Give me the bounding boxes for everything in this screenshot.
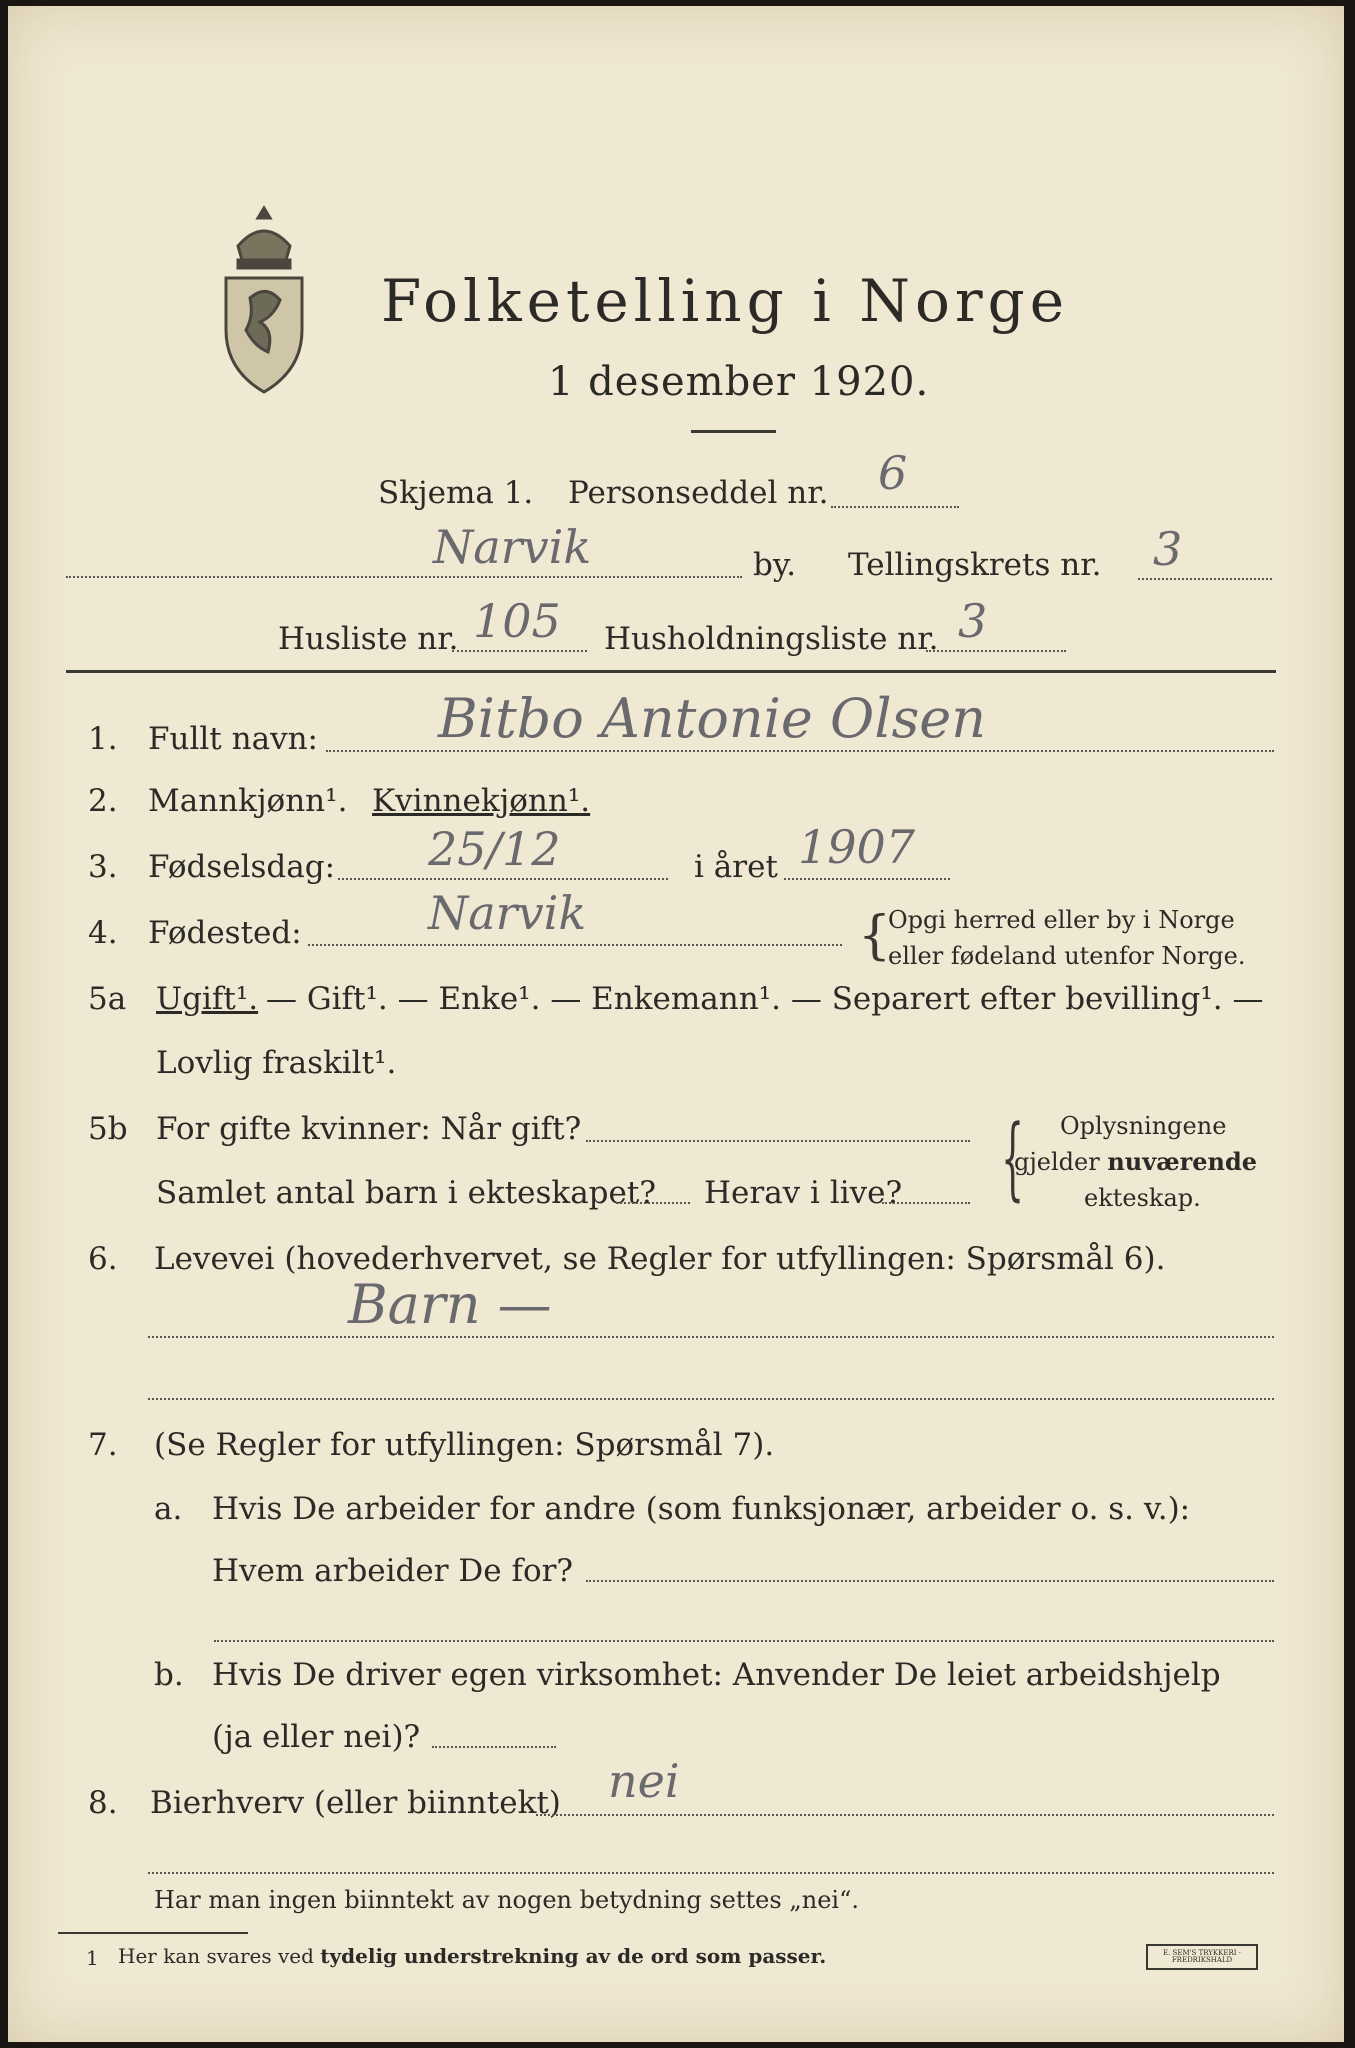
side-income-line-2 bbox=[148, 1872, 1274, 1874]
city-line bbox=[66, 576, 742, 578]
q3-label: Fødselsdag: bbox=[148, 849, 336, 885]
birthplace-line bbox=[308, 944, 842, 946]
q7b-line-2: (ja eller nei)? bbox=[212, 1719, 421, 1755]
q7b-letter: b. bbox=[154, 1657, 184, 1693]
personseddel-value: 6 bbox=[878, 446, 908, 500]
header-rule bbox=[66, 670, 1276, 673]
q7a-letter: a. bbox=[154, 1491, 183, 1527]
marriage-brace: { bbox=[1001, 1106, 1025, 1211]
occupation-line-2 bbox=[148, 1398, 1274, 1400]
title-divider bbox=[691, 430, 776, 433]
birthplace-note-2: eller fødeland utenfor Norge. bbox=[888, 942, 1246, 970]
side-income-note: Har man ingen biinntekt av nogen betydning settes „nei“. bbox=[154, 1886, 859, 1914]
occupation-label: Levevei (hovederhvervet, se Regler for utfyllingen: Spørsmål 6). bbox=[154, 1241, 1166, 1277]
husliste-label: Husliste nr. bbox=[278, 621, 459, 657]
children-total-line bbox=[616, 1202, 690, 1204]
q3-number: 3. bbox=[88, 849, 118, 885]
husholdningsliste-value: 3 bbox=[958, 594, 988, 648]
q7a-line-1: Hvis De arbeider for andre (som funksjonær, arbeider o. s. v.): bbox=[212, 1491, 1191, 1527]
marriage-note-2: gjelder nuværende bbox=[1014, 1147, 1258, 1176]
gender-male-option: Mannkjønn¹. bbox=[148, 783, 348, 819]
q5b-number: 5b bbox=[88, 1111, 128, 1147]
footnote-rule bbox=[58, 1932, 248, 1934]
census-date: 1 desember 1920. bbox=[548, 359, 930, 405]
year-line bbox=[784, 878, 950, 880]
children-alive-line bbox=[882, 1202, 970, 1204]
marriage-note-3: ekteskap. bbox=[1084, 1184, 1201, 1212]
q6-number: 6. bbox=[88, 1241, 118, 1277]
marital-ugift-option: Ugift¹. bbox=[156, 981, 259, 1017]
employer-line-1 bbox=[586, 1580, 1274, 1582]
occupation-line-1 bbox=[148, 1336, 1274, 1338]
tellingskrets-label: Tellingskrets nr. bbox=[848, 547, 1102, 583]
husholdningsliste-label: Husholdningsliste nr. bbox=[604, 621, 939, 657]
footnote-number: 1 bbox=[86, 1946, 99, 1970]
form-title: Folketelling i Norge bbox=[381, 267, 1070, 335]
hired-help-line bbox=[432, 1746, 556, 1748]
birthplace-value: Narvik bbox=[428, 886, 587, 940]
side-income-label: Bierhverv (eller biinntekt) bbox=[150, 1785, 561, 1821]
marital-divorced-option: Lovlig fraskilt¹. bbox=[156, 1045, 397, 1081]
birthplace-brace: { bbox=[858, 906, 892, 966]
children-total-label: Samlet antal barn i ekteskapet? bbox=[156, 1175, 656, 1211]
q4-number: 4. bbox=[88, 915, 118, 951]
q7-label: (Se Regler for utfyllingen: Spørsmål 7). bbox=[154, 1427, 775, 1463]
footnote-text: Her kan svares ved tydelig understrekning av de ord som passer. bbox=[118, 1944, 827, 1968]
year-value: 1907 bbox=[798, 820, 916, 874]
birthday-line bbox=[338, 878, 668, 880]
tellingskrets-value: 3 bbox=[1153, 522, 1183, 576]
husholdningsliste-line bbox=[926, 650, 1066, 652]
married-when-line bbox=[586, 1140, 970, 1142]
marital-options: — Gift¹. — Enke¹. — Enkemann¹. — Separert efter bevilling¹. — bbox=[266, 981, 1264, 1017]
city-value: Narvik bbox=[433, 520, 592, 574]
year-label: i året bbox=[694, 849, 778, 885]
q7-number: 7. bbox=[88, 1427, 118, 1463]
q7b-line-1: Hvis De driver egen virksomhet: Anvender De leiet arbeidshjelp bbox=[212, 1657, 1221, 1693]
full-name-value: Bitbo Antonie Olsen bbox=[438, 687, 987, 750]
occupation-value: Barn — bbox=[348, 1273, 552, 1336]
skjema-label: Skjema 1. bbox=[378, 475, 534, 511]
q5a-number: 5a bbox=[88, 981, 127, 1017]
personseddel-line bbox=[831, 506, 959, 508]
q2-number: 2. bbox=[88, 783, 118, 819]
birthplace-note-1: Opgi herred eller by i Norge bbox=[888, 906, 1235, 934]
q7a-line-2: Hvem arbeider De for? bbox=[212, 1553, 574, 1589]
tellingskrets-line bbox=[1138, 578, 1272, 580]
printer-mark: E. SEM'S TRYKKERI · FREDRIKSHALD bbox=[1146, 1944, 1258, 1970]
side-income-value: nei bbox=[608, 1754, 680, 1808]
q8-number: 8. bbox=[88, 1785, 118, 1821]
q1-number: 1. bbox=[88, 721, 118, 757]
census-form bbox=[8, 6, 1344, 2042]
husliste-value: 105 bbox=[473, 594, 561, 648]
birthday-value: 25/12 bbox=[428, 822, 561, 876]
coat-of-arms-icon bbox=[214, 202, 314, 402]
husliste-line bbox=[452, 650, 587, 652]
employer-line-2 bbox=[214, 1640, 1274, 1642]
gender-female-option: Kvinnekjønn¹. bbox=[372, 783, 591, 819]
full-name-line bbox=[326, 750, 1274, 752]
by-label: by. bbox=[753, 547, 797, 583]
children-alive-label: Herav i live? bbox=[704, 1175, 903, 1211]
side-income-line-1 bbox=[536, 1814, 1274, 1816]
q4-label: Fødested: bbox=[148, 915, 302, 951]
marriage-note-1: Oplysningene bbox=[1060, 1112, 1227, 1140]
married-when-label: For gifte kvinner: Når gift? bbox=[156, 1111, 582, 1147]
personseddel-label: Personseddel nr. bbox=[568, 475, 829, 511]
q1-label: Fullt navn: bbox=[148, 721, 318, 757]
